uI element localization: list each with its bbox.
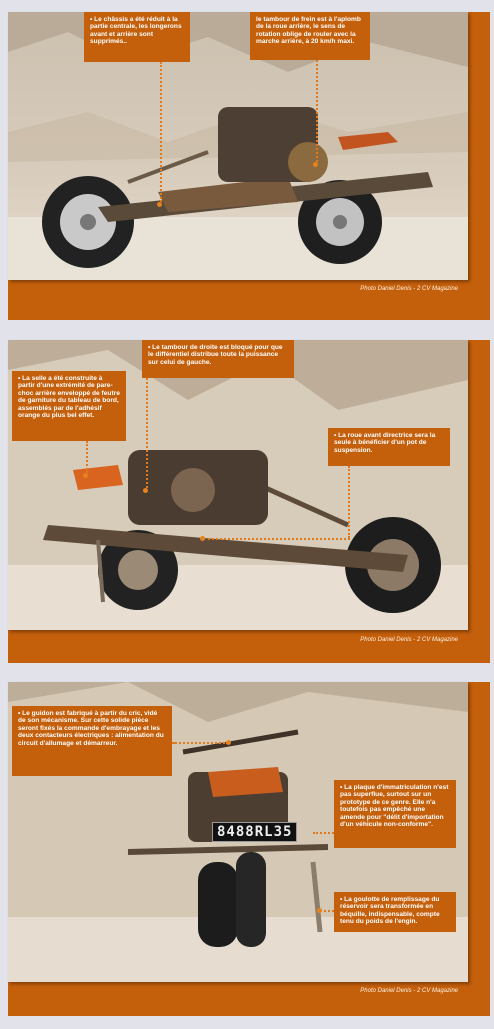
callout-leader bbox=[316, 60, 318, 162]
motorcycle-side-illustration bbox=[8, 12, 468, 280]
photo-credit: Photo Daniel Denis - 2 CV Magazine bbox=[360, 637, 458, 643]
callout-anchor-dot bbox=[317, 908, 322, 913]
callout-leader bbox=[146, 378, 148, 488]
callout-license-plate: • La plaque d'immatriculation n'est pas superflue, surtout sur un prototype de ce genre. Elle n'a toutefois pas empêché une amende pour "délit d'importation d'un véhicule non-conforme". bbox=[334, 780, 456, 848]
callout-leader bbox=[348, 466, 350, 538]
callout-front-wheel: • La roue avant directrice sera la seule à bénéficier d'un pot de suspension. bbox=[328, 428, 450, 466]
callout-leader bbox=[160, 62, 162, 202]
callout-handlebar: • Le guidon est fabriqué à partir du cric, vidé de son mécanisme. Sur cette solide pièce seront fixés la commande d'embrayage et les deux contacteurs électriques : alimentation du circuit d'allumage et démarreur. bbox=[12, 706, 172, 776]
callout-filler-neck: • La goulotte de remplissage du réservoir sera transformée en béquille, indispensable, compte tenu du poids de l'engin. bbox=[334, 892, 456, 932]
motorcycle-side-photo bbox=[8, 12, 468, 280]
motorcycle-rear-photo bbox=[8, 682, 468, 982]
callout-anchor-dot bbox=[143, 488, 148, 493]
callout-chassis: • Le châssis a été réduit à la partie centrale, les longerons avant et arrière sont supprimés.. bbox=[84, 12, 190, 62]
callout-anchor-dot bbox=[226, 740, 231, 745]
callout-anchor-dot bbox=[200, 536, 205, 541]
article-panel-2 bbox=[8, 340, 490, 663]
license-plate: 8488RL35 bbox=[212, 822, 297, 842]
callout-anchor-dot bbox=[83, 473, 88, 478]
callout-leader bbox=[86, 441, 88, 473]
callout-drum-blocked: • Le tambour de droite est bloqué pour que le différentiel distribue toute la puissance sur celui de gauche. bbox=[142, 340, 294, 378]
callout-seat: • La selle a été construite à partir d'une extrémité de pare-choc arrière enveloppé de feutre de garniture du tableau de bord, assemblés par de l'adhésif orange du plus bel effet. bbox=[12, 371, 126, 441]
callout-leader bbox=[203, 538, 350, 540]
callout-leader bbox=[313, 832, 334, 834]
callout-leader bbox=[172, 742, 228, 744]
callout-brake-drum: le tambour de frein est à l'aplomb de la roue arrière, le sens de rotation oblige de rouler avec la marche arrière, à 20 km/h maxi. bbox=[250, 12, 370, 60]
callout-anchor-dot bbox=[157, 202, 162, 207]
photo-credit: Photo Daniel Denis - 2 CV Magazine bbox=[360, 286, 458, 292]
article-panel-1 bbox=[8, 12, 490, 320]
callout-leader bbox=[320, 910, 334, 912]
photo-credit: Photo Daniel Denis - 2 CV Magazine bbox=[360, 988, 458, 994]
article-panel-3 bbox=[8, 682, 490, 1016]
callout-anchor-dot bbox=[313, 162, 318, 167]
motorcycle-front-side-photo bbox=[8, 340, 468, 630]
